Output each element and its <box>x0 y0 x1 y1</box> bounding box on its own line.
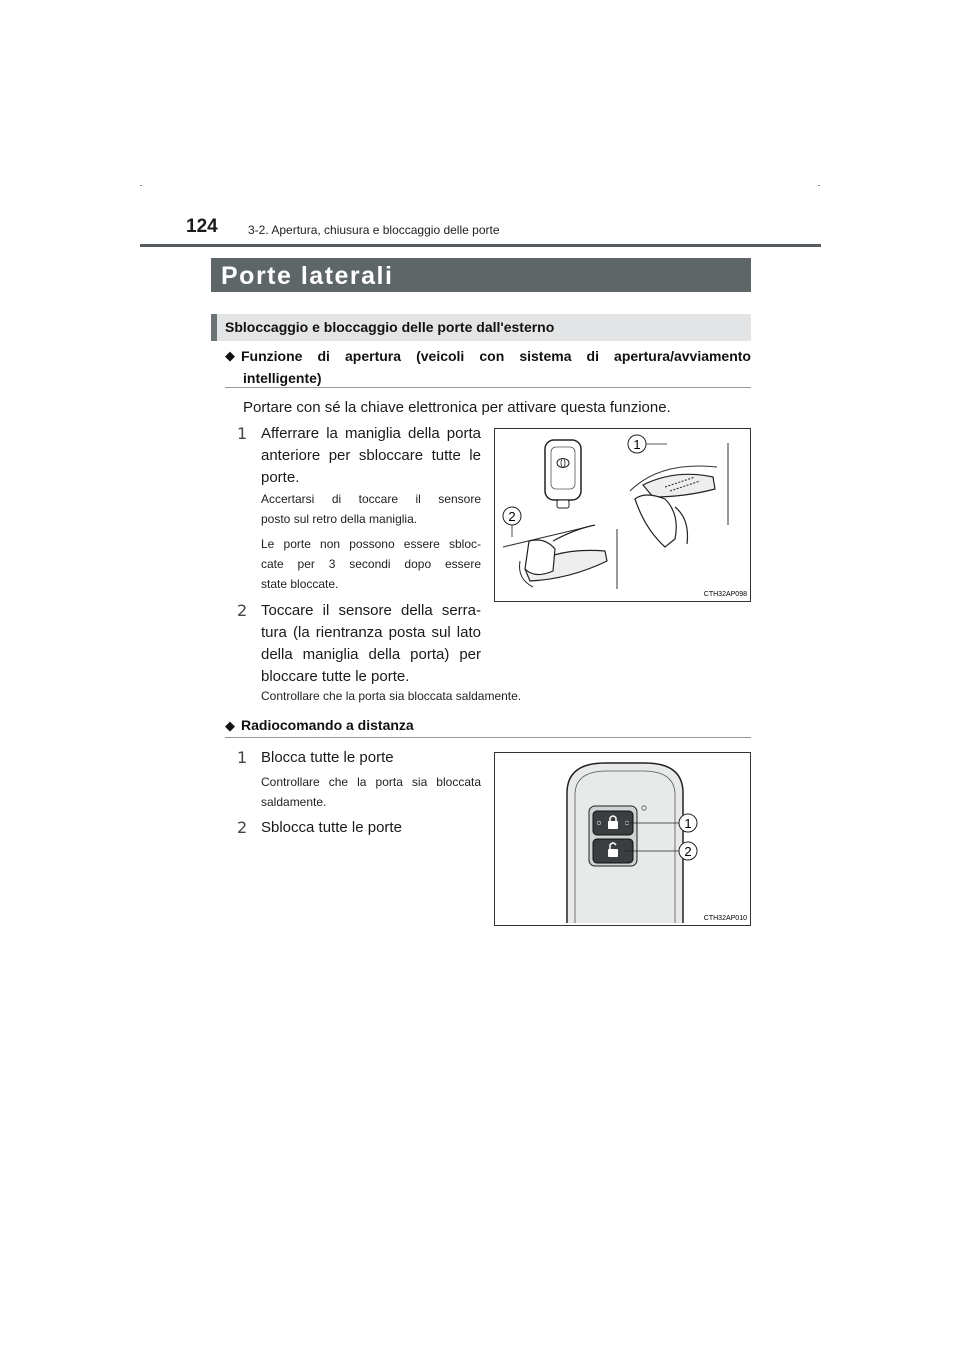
feature-title-remote <box>225 714 414 737</box>
step-text: Sblocca tutte le porte <box>261 819 402 836</box>
header-rule <box>140 244 821 247</box>
step-line: della maniglia della porta) per <box>261 646 481 663</box>
note-line: posto sul retro della maniglia. <box>261 512 418 526</box>
figure-door-handle <box>494 428 751 602</box>
figure-code: CTH32AP010 <box>703 915 747 922</box>
crop-mark-left <box>140 185 142 186</box>
remote-key-illustration <box>495 753 750 925</box>
step-note <box>261 772 481 812</box>
callout-2-label: 2 <box>684 844 692 859</box>
step-number: 2 <box>237 818 248 837</box>
step-text <box>261 423 481 489</box>
step-line: tura (la rientranza posta sul lato <box>261 624 481 641</box>
step-line: anteriore per sbloccare tutte le <box>261 447 481 464</box>
diamond-bullet-icon: ◆ <box>225 718 235 733</box>
crop-mark-right <box>818 185 820 186</box>
note-line: saldamente. <box>261 795 327 809</box>
feature-title-text: Radiocomando a distanza <box>241 717 414 733</box>
note-line: Le porte non possono essere sbloc- <box>261 537 481 551</box>
door-handle-illustration <box>495 429 750 601</box>
step-number: 2 <box>237 601 248 620</box>
subheading-title: Sbloccaggio e bloccaggio delle porte dall'esterno <box>225 319 555 335</box>
feature-title-smart-entry <box>225 345 751 389</box>
feature-rule <box>225 737 751 738</box>
step-note <box>261 534 481 594</box>
note-line: Accertarsi di toccare il sensore <box>261 492 481 506</box>
subheading-accent <box>211 314 217 341</box>
diamond-bullet-icon: ◆ <box>225 348 235 363</box>
step-text <box>261 600 481 688</box>
step-line: Afferrare la maniglia della porta <box>261 425 481 442</box>
note-line: cate per 3 secondi dopo essere <box>261 557 481 571</box>
step-line: Toccare il sensore della serra- <box>261 602 481 619</box>
step-note <box>261 489 481 529</box>
note-line: state bloccate. <box>261 577 339 591</box>
figure-remote-key <box>494 752 751 926</box>
callout-1-label: 1 <box>684 816 692 831</box>
section-reference: 3-2. Apertura, chiusura e bloccaggio delle porte <box>248 223 500 237</box>
callout-1-label: 1 <box>633 437 641 452</box>
feature-title-line2: intelligente) <box>243 370 322 386</box>
note-line: Controllare che la porta sia bloccata <box>261 775 481 789</box>
step-note: Controllare che la porta sia bloccata saldamente. <box>261 689 522 703</box>
intro-text: Portare con sé la chiave elettronica per attivare questa funzione. <box>243 399 671 416</box>
figure-code: CTH32AP098 <box>703 591 747 598</box>
step-number: 1 <box>237 424 248 443</box>
step-line: porte. <box>261 469 300 486</box>
step-number: 1 <box>237 748 248 767</box>
step-line: bloccare tutte le porte. <box>261 668 410 685</box>
step-text: Blocca tutte le porte <box>261 749 394 766</box>
page-number: 124 <box>186 216 218 237</box>
callout-2-label: 2 <box>508 509 516 524</box>
feature-title-line1: Funzione di apertura (veicoli con sistema di apertura/avviamento <box>241 348 751 364</box>
section-title: Porte laterali <box>221 262 394 290</box>
feature-rule <box>225 387 751 388</box>
